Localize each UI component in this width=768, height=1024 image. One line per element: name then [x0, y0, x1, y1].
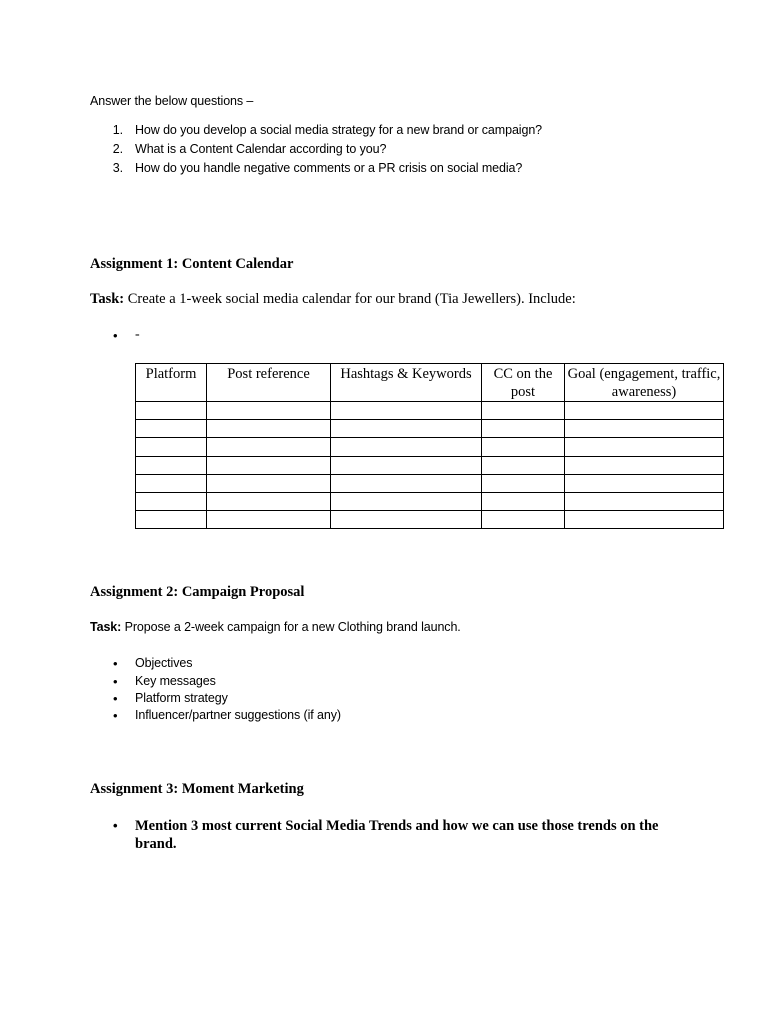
table-cell — [331, 511, 482, 529]
bullet-icon: • — [113, 656, 118, 671]
list-item-text: Key messages — [135, 673, 216, 688]
list-item-text: Mention 3 most current Social Media Trends and how we can use those trends on the brand. — [135, 818, 659, 852]
assignment1-task — [90, 291, 576, 308]
list-item — [113, 656, 193, 671]
question-text: What is a Content Calendar according to you? — [135, 142, 387, 156]
bullet-icon: • — [113, 818, 118, 833]
table-cell — [331, 438, 482, 456]
table-cell — [565, 438, 724, 456]
table-cell — [565, 492, 724, 510]
task-text: Propose a 2-week campaign for a new Clothing brand launch. — [121, 620, 461, 634]
trends-list — [113, 817, 659, 852]
table-row — [136, 456, 724, 474]
bullet-list — [113, 327, 140, 345]
question-item — [99, 142, 387, 156]
assignment1-heading: Assignment 1: Content Calendar — [90, 256, 294, 272]
table-cell — [482, 402, 565, 420]
table-cell — [482, 420, 565, 438]
task-label: Task: — [90, 291, 125, 307]
question-item — [99, 123, 543, 137]
table-cell — [482, 492, 565, 510]
table-cell — [136, 402, 207, 420]
question-item — [99, 161, 523, 175]
list-item-text: Objectives — [135, 656, 193, 670]
table-cell — [482, 474, 565, 492]
question-number: 2. — [112, 142, 123, 156]
content-calendar-table — [135, 363, 724, 529]
question-number: 1. — [112, 123, 123, 137]
task-label: Task: — [90, 620, 122, 634]
list-item — [113, 691, 228, 706]
question-text: How do you develop a social media strategy for a new brand or campaign? — [135, 123, 543, 137]
table-cell — [565, 456, 724, 474]
table-cell — [207, 402, 331, 420]
table-cell — [565, 420, 724, 438]
table-cell — [331, 402, 482, 420]
table-cell — [331, 474, 482, 492]
column-header-hashtags: Hashtags & Keywords — [331, 364, 482, 402]
question-text: How do you handle negative comments or a PR crisis on social media? — [135, 161, 523, 175]
table-cell — [207, 474, 331, 492]
assignment2-task — [90, 620, 461, 634]
table-row — [136, 474, 724, 492]
assignment2-heading: Assignment 2: Campaign Proposal — [90, 584, 305, 600]
table-cell — [136, 474, 207, 492]
list-item-text: Platform strategy — [135, 691, 228, 705]
table-header-row — [136, 364, 724, 402]
table-row — [136, 402, 724, 420]
table-cell — [331, 420, 482, 438]
table-row — [136, 438, 724, 456]
table-cell — [482, 456, 565, 474]
task-text: Create a 1-week social media calendar for our brand (Tia Jewellers). Include: — [124, 291, 576, 307]
table-cell — [207, 511, 331, 529]
table-cell — [136, 438, 207, 456]
table-cell — [136, 511, 207, 529]
list-item-text: Influencer/partner suggestions (if any) — [135, 708, 341, 722]
bullet-icon: • — [113, 708, 118, 723]
bullet-icon: • — [113, 328, 118, 343]
table-cell — [136, 456, 207, 474]
list-item — [113, 673, 216, 689]
assignment3-heading: Assignment 3: Moment Marketing — [90, 781, 304, 797]
bullet-icon: • — [113, 673, 118, 689]
table-cell — [565, 402, 724, 420]
column-header-platform: Platform — [136, 364, 207, 402]
table-cell — [331, 492, 482, 510]
question-number: 3. — [112, 161, 123, 175]
table-cell — [482, 511, 565, 529]
table-cell — [331, 456, 482, 474]
table-cell — [565, 474, 724, 492]
column-header-goal: Goal (engagement, traffic, awareness) — [565, 364, 724, 402]
column-header-cc: CC on the post — [482, 364, 565, 402]
table-cell — [207, 456, 331, 474]
table-cell — [136, 492, 207, 510]
column-header-post-reference: Post reference — [207, 364, 331, 402]
table-cell — [207, 420, 331, 438]
table-cell — [482, 438, 565, 456]
bullet-text: - — [135, 327, 140, 342]
list-item — [113, 708, 341, 723]
table-cell — [565, 511, 724, 529]
bullet-icon: • — [113, 691, 118, 706]
table-cell — [136, 420, 207, 438]
table-cell — [207, 492, 331, 510]
intro-prompt: Answer the below questions – — [90, 94, 254, 108]
table-row — [136, 420, 724, 438]
table-row — [136, 492, 724, 510]
table-cell — [207, 438, 331, 456]
table-row — [136, 511, 724, 529]
